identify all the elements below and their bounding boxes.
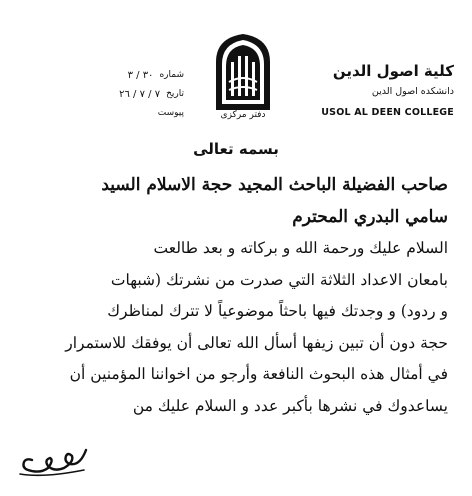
ref-number-row [34,66,184,85]
college-name-persian: دانشكده اصول الدين [371,86,454,97]
body-line: بامعان الاعداد الثلاثة التي صدرت من نشرتك (شبهات [110,270,448,289]
date-value: ٧ / ٧ / ٢٦ [119,89,161,100]
body-line: صاحب الفضيلة الباحث المجيد حجة الاسلام السيد [101,175,448,195]
basmala-heading: بسمه تعالى [193,140,279,158]
reference-fields [34,66,184,123]
body-line: السلام عليك ورحمة الله و بركاته و بعد طالعت [153,239,448,257]
college-logo-icon [212,32,274,112]
body-line: يساعدوك في نشرها بأكبر عدد و السلام عليك من [132,396,448,415]
body-line: و ردود) و وجدتك فيها باحثاً موضوعياً لا تترك لمناظرك [107,302,448,320]
college-name-arabic: كلية اصول الدين [332,62,454,80]
date-row [34,85,184,104]
body-line: سامي البدري المحترم [292,206,448,227]
ref-number-value: ٣٠ / ٣ [127,70,154,81]
college-name-english: USOL AL DEEN COLLEGE [321,107,454,118]
ref-number-label: شماره [159,70,184,80]
handwritten-signature [14,440,94,480]
date-label: تاريخ [166,89,184,99]
college-header [304,62,454,119]
central-office-label: دفتر مركزى [220,110,266,120]
body-line: حجة دون أن تبين زيفها أسأل الله تعالى أن يوفقك للاستمرار [65,333,448,352]
letter-body [22,170,448,422]
attachment-label: پيوست [157,108,184,118]
body-line: في أمثال هذه البحوث النافعة وأرجو من اخواننا المؤمنين أن [69,365,448,383]
attachment-row [34,104,184,123]
